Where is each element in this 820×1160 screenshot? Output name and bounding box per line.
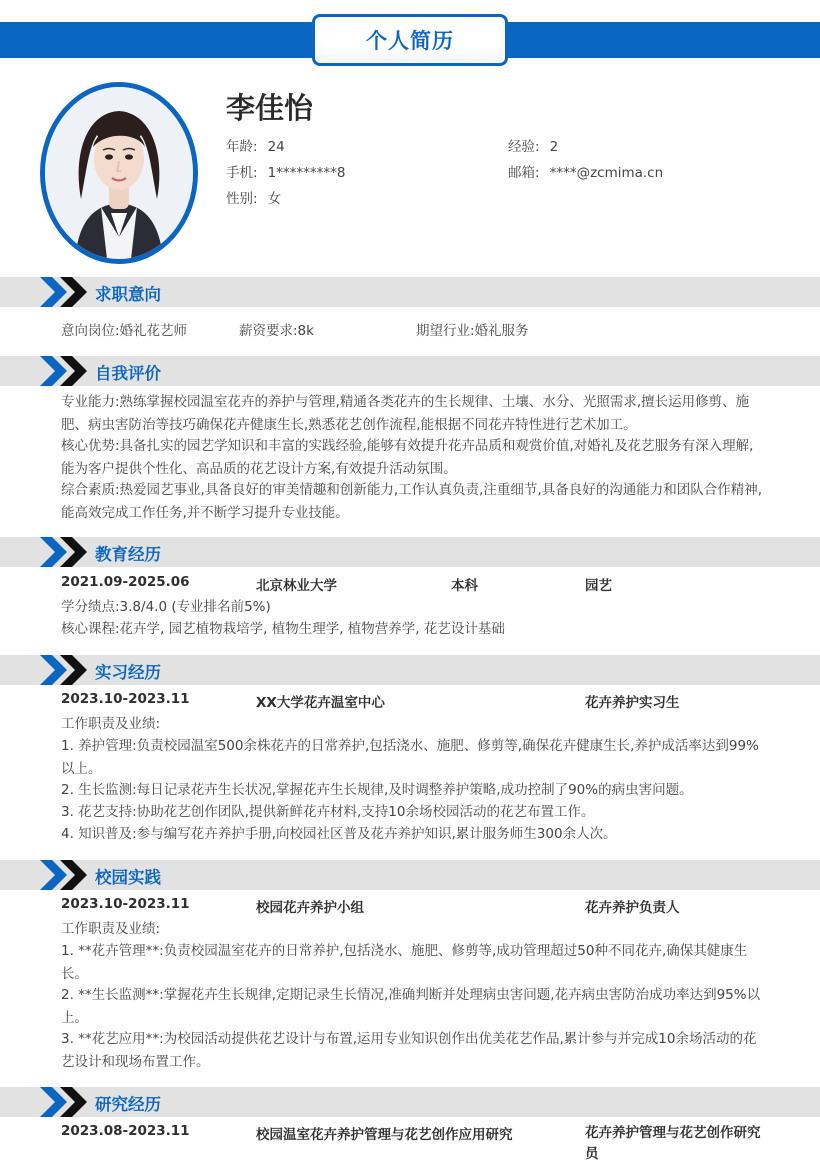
section-header-research [0, 1087, 820, 1117]
section-header-education [0, 537, 820, 567]
age-value: 24 [267, 139, 285, 155]
avatar [40, 82, 198, 264]
internship-intro: 工作职责及业绩: [61, 716, 161, 732]
section-title-self-eval: 自我评价 [95, 364, 161, 383]
section-header-self-eval [0, 356, 820, 386]
education-major: 园艺 [585, 578, 612, 594]
research-role: 花卉养护管理与花艺创作研究员 [585, 1125, 761, 1160]
internship-item: 3. 花艺支持:协助花艺创作团队,提供新鲜花卉材料,支持10余场校园活动的花艺布置工作。 [61, 804, 595, 820]
section-title-internship: 实习经历 [95, 663, 161, 682]
experience-label: 经验: [508, 139, 540, 155]
self-eval-paragraph: 专业能力:熟练掌握校园温室花卉的养护与管理,精通各类花卉的生长规律、土壤、水分、光照需求,擅长运用修剪、施肥、病虫害防治等技巧确保花卉健康生长,熟悉花艺创作流程,能根据不同花卉特性进行艺术加工。 [61, 394, 750, 433]
section-header-campus [0, 860, 820, 890]
campus-item: 2. **生长监测**:掌握花卉生长规律,定期记录生长情况,准确判断并处理病虫害问题,花卉病虫害防治成功率达到95%以上。 [61, 987, 761, 1026]
campus-intro: 工作职责及业绩: [61, 921, 161, 937]
section-title-education: 教育经历 [95, 545, 161, 564]
campus-item: 1. **花卉管理**:负责校园温室花卉的日常养护,包括浇水、施肥、修剪等,成功管理超过50种不同花卉,确保其健康生长。 [61, 943, 748, 982]
section-title-campus: 校园实践 [95, 868, 161, 887]
internship-item: 2. 生长监测:每日记录花卉生长状况,掌握花卉生长规律,及时调整养护策略,成功控制了90%的病虫害问题。 [61, 782, 693, 798]
research-project: 校园温室花卉养护管理与花艺创作应用研究 [256, 1127, 513, 1143]
phone-label: 手机: [226, 165, 258, 181]
double-chevron-icon [40, 655, 90, 685]
internship-role: 花卉养护实习生 [585, 695, 680, 711]
internship-item: 1. 养护管理:负责校园温室500余株花卉的日常养护,包括浇水、施肥、修剪等,确保花卉健康生长,养护成活率达到99%以上。 [61, 738, 759, 777]
double-chevron-icon [40, 356, 90, 386]
intent-industry: 期望行业:婚礼服务 [416, 323, 529, 339]
section-header-intent [0, 277, 820, 307]
internship-item: 4. 知识普及:参与编写花卉养护手册,向校园社区普及花卉养护知识,累计服务师生300余人次。 [61, 826, 617, 842]
phone-field [226, 161, 346, 181]
section-title-intent: 求职意向 [95, 285, 161, 304]
double-chevron-icon [40, 277, 90, 307]
intent-position: 意向岗位:婚礼花艺师 [61, 323, 188, 339]
campus-role: 花卉养护负责人 [585, 900, 680, 916]
education-school: 北京林业大学 [256, 578, 337, 594]
campus-date: 2023.10-2023.11 [61, 896, 190, 912]
resume-title-box [312, 14, 508, 66]
age-label: 年龄: [226, 139, 258, 155]
campus-org: 校园花卉养护小组 [256, 900, 364, 916]
double-chevron-icon [40, 860, 90, 890]
gender-label: 性别: [226, 191, 258, 207]
section-header-internship [0, 655, 820, 685]
internship-date: 2023.10-2023.11 [61, 691, 190, 707]
double-chevron-icon [40, 1087, 90, 1117]
gender-value: 女 [267, 191, 282, 207]
intent-salary: 薪资要求:8k [239, 323, 314, 339]
education-courses: 核心课程:花卉学, 园艺植物栽培学, 植物生理学, 植物营养学, 花艺设计基础 [61, 621, 505, 637]
candidate-name: 李佳怡 [226, 91, 314, 125]
research-date: 2023.08-2023.11 [61, 1123, 190, 1139]
self-eval-paragraph: 综合素质:热爱园艺事业,具备良好的审美情趣和创新能力,工作认真负责,注重细节,具备良好的沟通能力和团队合作精神,能高效完成工作任务,并不断学习提升专业技能。 [61, 482, 763, 521]
education-degree: 本科 [451, 578, 478, 594]
education-date: 2021.09-2025.06 [61, 574, 190, 590]
phone-value: 1*********8 [267, 165, 346, 181]
portrait-photo [45, 87, 193, 259]
education-gpa: 学分绩点:3.8/4.0 (专业排名前5%) [61, 599, 271, 615]
section-title-research: 研究经历 [95, 1095, 161, 1114]
double-chevron-icon [40, 537, 90, 567]
email-label: 邮箱: [508, 165, 540, 181]
email-field [508, 161, 663, 181]
campus-item: 3. **花艺应用**:为校园活动提供花艺设计与布置,运用专业知识创作出优美花艺作品,累计参与并完成10余场活动的花艺设计和现场布置工作。 [61, 1031, 757, 1070]
experience-field [508, 135, 558, 155]
internship-org: XX大学花卉温室中心 [256, 695, 385, 711]
gender-field [226, 187, 281, 207]
resume-title: 个人简历 [366, 29, 454, 53]
email-value: ****@zcmima.cn [549, 165, 664, 181]
self-eval-paragraph: 核心优势:具备扎实的园艺学知识和丰富的实践经验,能够有效提升花卉品质和观赏价值,对婚礼及花艺服务有深入理解,能为客户提供个性化、高品质的花艺设计方案,有效提升活动氛围。 [61, 438, 754, 477]
age-field [226, 135, 285, 155]
experience-value: 2 [549, 139, 559, 155]
